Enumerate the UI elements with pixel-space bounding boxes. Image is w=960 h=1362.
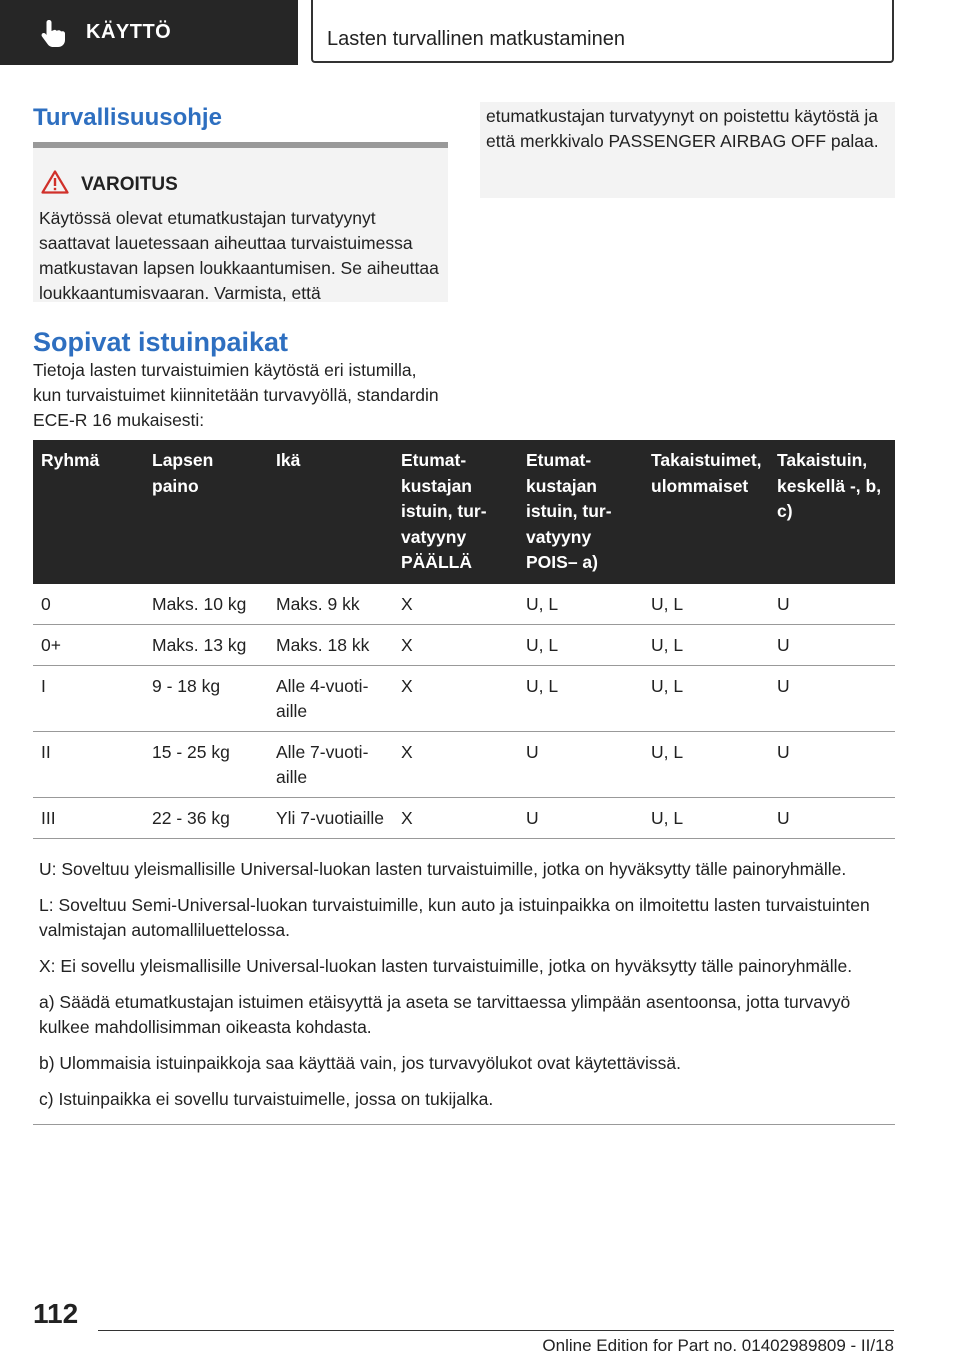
warning-continuation-box xyxy=(480,102,895,198)
table-cell: U, L xyxy=(518,665,643,731)
table-cell: U xyxy=(769,624,895,665)
warning-triangle-icon xyxy=(41,170,69,199)
note-u: U: Soveltuu yleismallisille Universal-luokan lasten turvaistuimille, jotka on hyväksytty tälle painoryhmälle. xyxy=(39,859,847,879)
footer-divider xyxy=(98,1330,894,1331)
table-cell: Maks. 9 kk xyxy=(268,584,393,625)
table-cell: U, L xyxy=(643,797,769,838)
table-cell: Alle 4-vuotiaille xyxy=(268,665,393,731)
table-cell: 0 xyxy=(33,584,144,625)
chapter-header xyxy=(311,0,894,63)
table-cell: III xyxy=(33,797,144,838)
header-cell: Ikä xyxy=(268,440,393,584)
table-cell: 15 - 25 kg xyxy=(144,731,268,797)
intro-text: Tietoja lasten turvaistuimien käytöstä eri istumilla, kun turvaistuimet kiinnitetään turvavyöllä, standardin ECE-R 16 mukaisesti: xyxy=(33,360,439,430)
section-label: KÄYTTÖ xyxy=(86,21,172,43)
table-cell: Alle 7-vuotiaille xyxy=(268,731,393,797)
header-cell: Etumatkustajan istuin, turvatyyny POIS– a) xyxy=(518,440,643,584)
header-cell: Lapsen paino xyxy=(144,440,268,584)
table-cell: U, L xyxy=(643,731,769,797)
warning-box xyxy=(33,142,448,302)
table-cell: II xyxy=(33,731,144,797)
table-cell: U xyxy=(518,731,643,797)
table-cell: 9 - 18 kg xyxy=(144,665,268,731)
table-cell: U xyxy=(518,797,643,838)
notes-divider xyxy=(33,1118,895,1125)
table-cell: U, L xyxy=(518,584,643,625)
note-c: c) Istuinpaikka ei sovellu turvaistuimelle, jossa on tukijalka. xyxy=(39,1089,494,1109)
warning-continuation-text: etumatkustajan turvatyynyt on poistettu käytöstä ja että merkkivalo PASSENGER AIRBAG OFF palaa. xyxy=(486,106,879,151)
warning-title: VAROITUS xyxy=(81,173,178,195)
table-cell: U xyxy=(769,731,895,797)
page-number: 112 xyxy=(33,1298,79,1329)
table-row xyxy=(33,797,895,838)
table-cell: U, L xyxy=(643,624,769,665)
table-cell: U, L xyxy=(643,584,769,625)
table-cell: X xyxy=(393,624,518,665)
section-title-seating: Sopivat istuinpaikat xyxy=(33,327,289,357)
table-row xyxy=(33,624,895,665)
header-cell: Takaistuin, keskellä -, b, c) xyxy=(769,440,895,584)
table-cell: U, L xyxy=(518,624,643,665)
header-cell: Etumatkustajan istuin, turvatyyny PÄÄLLÄ xyxy=(393,440,518,584)
section-title-safety: Turvallisuusohje xyxy=(33,104,222,131)
table-cell: X xyxy=(393,731,518,797)
header-cell: Ryhmä xyxy=(33,440,144,584)
note-a: a) Säädä etumatkustajan istuimen etäisyyttä ja aseta se tarvittaessa ylimpään asentoonsa, jotta turvavyö kulkee mahdollisimman oikeasta kohdasta. xyxy=(39,992,851,1037)
table-cell: X xyxy=(393,797,518,838)
note-b: b) Ulommaisia istuinpaikkoja saa käyttää vain, jos turvavyölukot ovat käytettävissä. xyxy=(39,1053,681,1073)
header-cell: Takaistuimet, ulommaiset xyxy=(643,440,769,584)
table-row xyxy=(33,731,895,797)
edition-text: Online Edition for Part no. 01402989809 - II/18 xyxy=(542,1336,894,1355)
note-l: L: Soveltuu Semi-Universal-luokan turvaistuimille, kun auto ja istuinpaikka on ilmoitettu lasten turvaistuinten valmistajan automalliluettelossa. xyxy=(39,895,870,940)
seat-suitability-table xyxy=(33,440,895,839)
table-cell: Maks. 10 kg xyxy=(144,584,268,625)
table-cell: Maks. 18 kk xyxy=(268,624,393,665)
table-cell: X xyxy=(393,584,518,625)
table-cell: U, L xyxy=(643,665,769,731)
table-cell: U xyxy=(769,797,895,838)
table-notes xyxy=(33,852,895,1125)
warning-text: Käytössä olevat etumatkustajan turvatyynyt saattavat lauetessaan aiheuttaa turvaistuimessa matkustavan lapsen loukkaantumisen. Se aiheuttaa loukkaantumisvaaran. Varmista, että xyxy=(39,208,439,303)
chapter-title: Lasten turvallinen matkustaminen xyxy=(327,28,625,50)
hand-pointer-icon xyxy=(40,18,66,48)
table-row xyxy=(33,665,895,731)
table-cell: Yli 7-vuotiaille xyxy=(268,797,393,838)
table-header-row xyxy=(33,440,895,584)
table-cell: U xyxy=(769,665,895,731)
table-row xyxy=(33,584,895,625)
table-cell: U xyxy=(769,584,895,625)
table-cell: 22 - 36 kg xyxy=(144,797,268,838)
table-cell: I xyxy=(33,665,144,731)
table-cell: 0+ xyxy=(33,624,144,665)
section-tab[interactable] xyxy=(0,0,298,65)
table-cell: Maks. 13 kg xyxy=(144,624,268,665)
note-x: X: Ei sovellu yleismallisille Universal-luokan lasten turvaistuimille, jotka on hyväksytty tälle painoryhmälle. xyxy=(39,956,853,976)
table-cell: X xyxy=(393,665,518,731)
